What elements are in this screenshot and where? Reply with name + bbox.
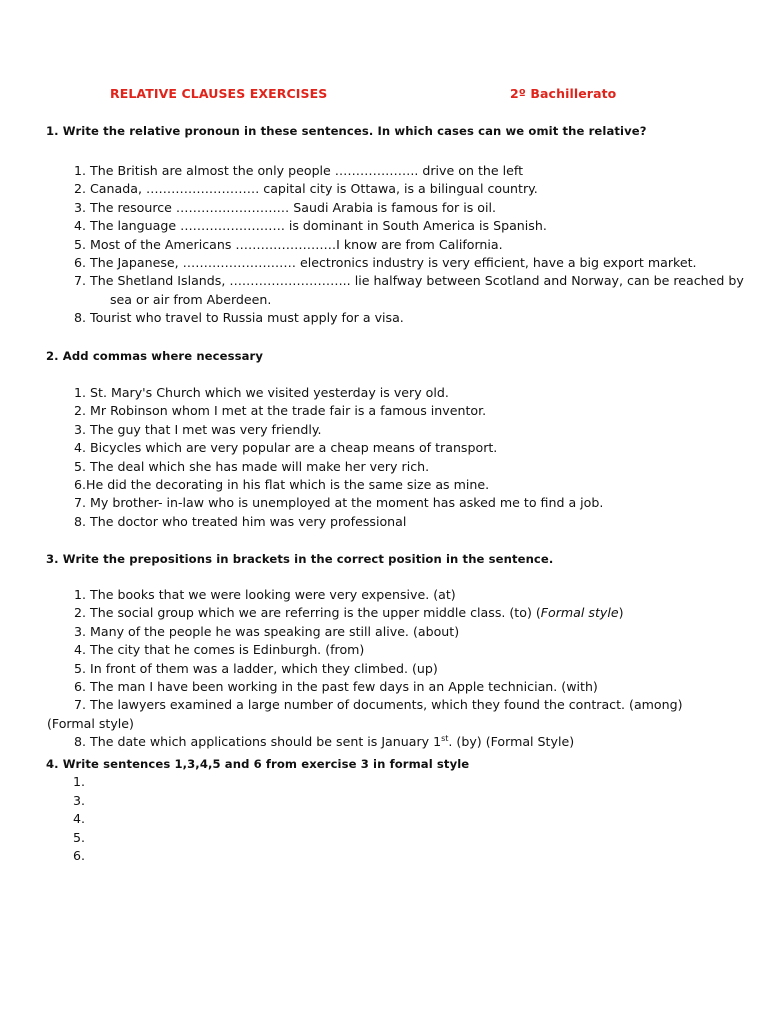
exercise-1-heading: 1. Write the relative pronoun in these sentences. In which cases can we omit the relative? xyxy=(46,124,647,138)
list-item: 1. The British are almost the only people ……………….. drive on the left xyxy=(74,163,524,178)
exercise-2-list xyxy=(74,384,754,531)
list-item: 5. In front of them was a ladder, which they climbed. (up) xyxy=(74,660,438,676)
formal-style-note: Formal style xyxy=(540,605,619,621)
list-item: 6. The man I have been working in the past few days in an Apple technician. (with) xyxy=(74,679,598,695)
list-item: 2. The social group which we are referring is the upper middle class. (to) (Formal style) xyxy=(74,605,624,621)
list-item: 3. The resource ……………………… Saudi Arabia is famous for is oil. xyxy=(74,199,497,215)
list-item: 6.He did the decorating in his flat which is the same size as mine. xyxy=(74,477,490,493)
list-item-continuation: (Formal style) xyxy=(47,715,134,731)
list-item: 5. The deal which she has made will make her very rich. xyxy=(74,458,430,474)
course-level: 2º Bachillerato xyxy=(510,86,617,101)
list-item: 7. My brother- in-law who is unemployed at the moment has asked me to find a job. xyxy=(74,495,604,511)
list-item: 2. Canada, ……………………… capital city is Ottawa, is a bilingual country. xyxy=(74,181,538,197)
list-item: 6. The Japanese, ……………………… electronics industry is very efficient, have a big export market. xyxy=(74,255,697,271)
list-item: 2. Mr Robinson whom I met at the trade fair is a famous inventor. xyxy=(74,403,487,419)
list-item: 1. The books that we were looking were very expensive. (at) xyxy=(74,587,456,602)
list-item: 7. The Shetland Islands, ……………………….. lie halfway between Scotland and Norway, can be reached by xyxy=(74,273,744,289)
list-item: 8. The date which applications should be sent is January 1st. (by) (Formal Style) xyxy=(74,734,575,750)
worksheet-title: RELATIVE CLAUSES EXERCISES xyxy=(110,86,328,101)
exercise-2-heading: 2. Add commas where necessary xyxy=(46,349,263,363)
list-item: 1. St. Mary's Church which we visited yesterday is very old. xyxy=(74,385,449,400)
exercise-3-heading: 3. Write the prepositions in brackets in the correct position in the sentence. xyxy=(46,552,554,566)
list-item: 4. The language ……………………. is dominant in South America is Spanish. xyxy=(74,218,547,234)
answer-line: 1. xyxy=(73,774,86,789)
list-item: 4. Bicycles which are very popular are a cheap means of transport. xyxy=(74,440,498,456)
answer-line: 6. xyxy=(73,848,86,864)
list-item: 3. The guy that I met was very friendly. xyxy=(74,421,322,437)
list-item: 5. Most of the Americans ……………………I know are from California. xyxy=(74,236,503,252)
list-item: 4. The city that he comes is Edinburgh. (from) xyxy=(74,642,365,658)
exercise-4-heading: 4. Write sentences 1,3,4,5 and 6 from exercise 3 in formal style xyxy=(46,757,470,771)
list-item: 8. Tourist who travel to Russia must apply for a visa. xyxy=(74,310,404,326)
list-item-continuation: sea or air from Aberdeen. xyxy=(110,291,272,307)
exercise-1-list xyxy=(74,162,754,328)
list-item: 8. The doctor who treated him was very professional xyxy=(74,513,407,529)
answer-line: 3. xyxy=(73,792,86,808)
list-item: 7. The lawyers examined a large number of documents, which they found the contract. (among) xyxy=(74,697,683,713)
exercise-3-list xyxy=(47,586,754,752)
answer-line: 5. xyxy=(73,829,86,845)
answer-line: 4. xyxy=(73,811,86,827)
exercise-4-answer-lines xyxy=(73,773,85,866)
list-item: 3. Many of the people he was speaking are still alive. (about) xyxy=(74,623,460,639)
